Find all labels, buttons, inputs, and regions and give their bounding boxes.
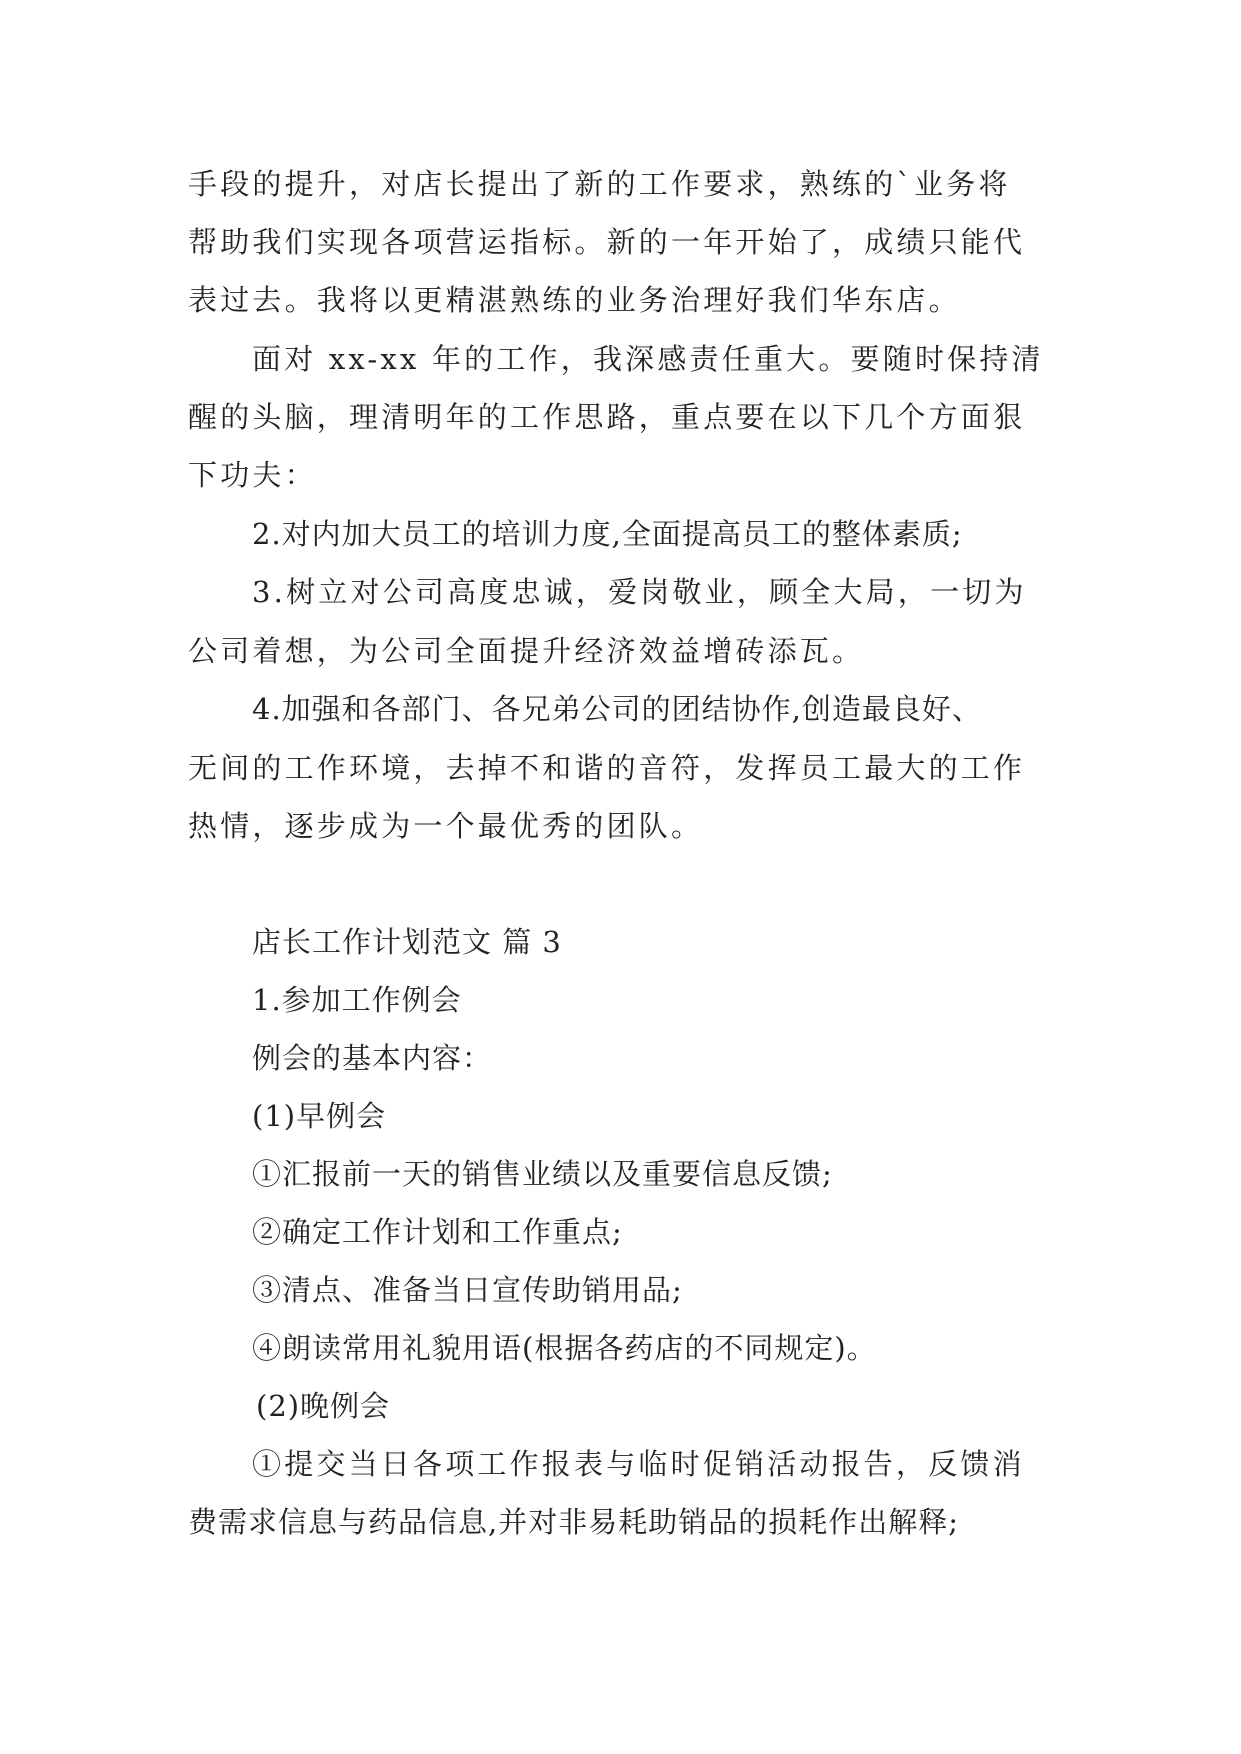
list-item: ④朗读常用礼貌用语(根据各药店的不同规定)。 [252,1331,877,1365]
list-item: 1.参加工作例会 [252,983,462,1017]
subsection-title: (2)晚例会 [256,1389,391,1423]
subsection-title: (1)早例会 [252,1099,387,1133]
paragraph-line: 2.对内加大员工的培训力度,全面提高员工的整体素质; [252,517,963,551]
paragraph-line: 无间的工作环境，去掉不和谐的音符，发挥员工最大的工作 [188,751,1026,785]
paragraph-line: 手段的提升，对店长提出了新的工作要求，熟练的`业务将 [188,167,1011,201]
paragraph-line: 表过去。我将以更精湛熟练的业务治理好我们华东店。 [188,283,961,317]
paragraph-line: 下功夫： [188,458,317,492]
list-item: ①汇报前一天的销售业绩以及重要信息反馈; [252,1157,833,1191]
paragraph-line: 费需求信息与药品信息,并对非易耗助销品的损耗作出解释; [188,1505,959,1539]
paragraph-line: 热情，逐步成为一个最优秀的团队。 [188,809,704,843]
paragraph-line: ①提交当日各项工作报表与临时促销活动报告，反馈消 [252,1447,1025,1481]
section-title: 店长工作计划范文 篇 3 [252,925,562,959]
paragraph-line: 醒的头脑，理清明年的工作思路，重点要在以下几个方面狠 [188,400,1026,434]
paragraph-line: 例会的基本内容： [252,1041,493,1075]
list-item: ③清点、准备当日宣传助销用品; [252,1273,683,1307]
paragraph-line: 3.树立对公司高度忠诚，爱岗敬业，顾全大局，一切为 [252,575,1027,609]
paragraph-line: 4.加强和各部门、各兄弟公司的团结协作,创造最良好、 [252,692,982,726]
paragraph-line: 公司着想，为公司全面提升经济效益增砖添瓦。 [188,634,865,668]
paragraph-line: 帮助我们实现各项营运指标。新的一年开始了，成绩只能代 [188,225,1026,259]
list-item: ②确定工作计划和工作重点; [252,1215,623,1249]
paragraph-line: 面对 xx-xx 年的工作，我深感责任重大。要随时保持清 [252,342,1044,376]
